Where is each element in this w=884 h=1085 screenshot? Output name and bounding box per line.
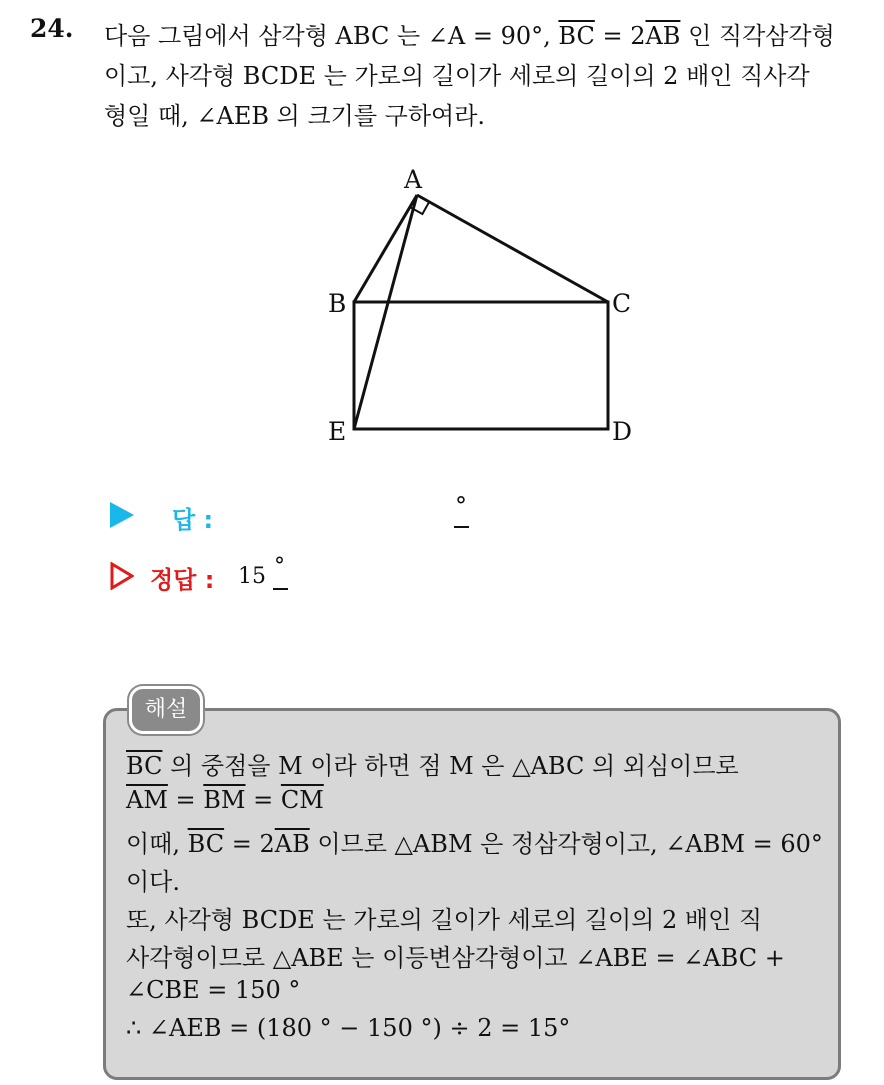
question-line-1: 다음 그림에서 삼각형 ABC 는 ∠A = 90°, $\overline{BC} = 2\overline{AB}$ 인 직각삼각형 [104, 22, 835, 50]
explanation-line-8: ∴ ∠AEB = (180 ° − 150 °) ÷ 2 = 15° [126, 1014, 571, 1042]
answer-blank-line[interactable] [454, 526, 469, 528]
segment-ac [417, 195, 608, 302]
explanation-line-1: $\overline{BC}$ 의 중점을 M 이라 하면 점 M 은 △ABC 의 외심이므로 [126, 752, 739, 780]
explanation-line-4: 이다. [126, 868, 180, 896]
answer-unit: ° [455, 492, 467, 520]
segment-ae [354, 195, 417, 429]
explanation-line-2: $\overline{AM} = \overline{BM} = \overline{CM}$ [126, 786, 324, 814]
correct-answer-underline [273, 588, 288, 590]
segment-ab [354, 195, 417, 302]
explanation-line-5: 또, 사각형 BCDE 는 가로의 길이가 세로의 길이의 2 배인 직 [126, 906, 763, 934]
rectangle-bcde [354, 302, 608, 429]
vertex-label-a: A [404, 165, 423, 194]
explanation-line-6: 사각형이므로 △ABE 는 이등변삼각형이고 ∠ABE = ∠ABC + [126, 944, 785, 972]
vertex-label-c: C [612, 289, 632, 318]
question-line-3: 형일 때, ∠AEB 의 크기를 구하여라. [104, 102, 486, 130]
geometry-figure [300, 160, 660, 460]
vertex-label-d: D [612, 417, 633, 446]
vertex-label-e: E [328, 417, 347, 446]
question-number: 24. [30, 14, 74, 43]
vertex-label-b: B [328, 289, 347, 318]
correct-answer-unit: ° [274, 554, 285, 579]
correct-answer-value: 15 [238, 564, 266, 589]
explanation-line-3: 이때, $\overline{BC} = 2\overline{AB}$ 이므로 △ABM 은 정삼각형이고, ∠ABM = 60° [126, 830, 823, 858]
explanation-line-7: ∠CBE = 150 ° [126, 976, 301, 1004]
outline-arrow-icon [110, 562, 134, 590]
play-arrow-icon [110, 502, 134, 528]
question-line-2: 이고, 사각형 BCDE 는 가로의 길이가 세로의 길이의 2 배인 직사각 [104, 62, 810, 90]
answer-label: 답 : [172, 506, 214, 534]
explanation-tag: 해설 [129, 686, 203, 734]
correct-answer-label: 정답 : [150, 566, 215, 594]
